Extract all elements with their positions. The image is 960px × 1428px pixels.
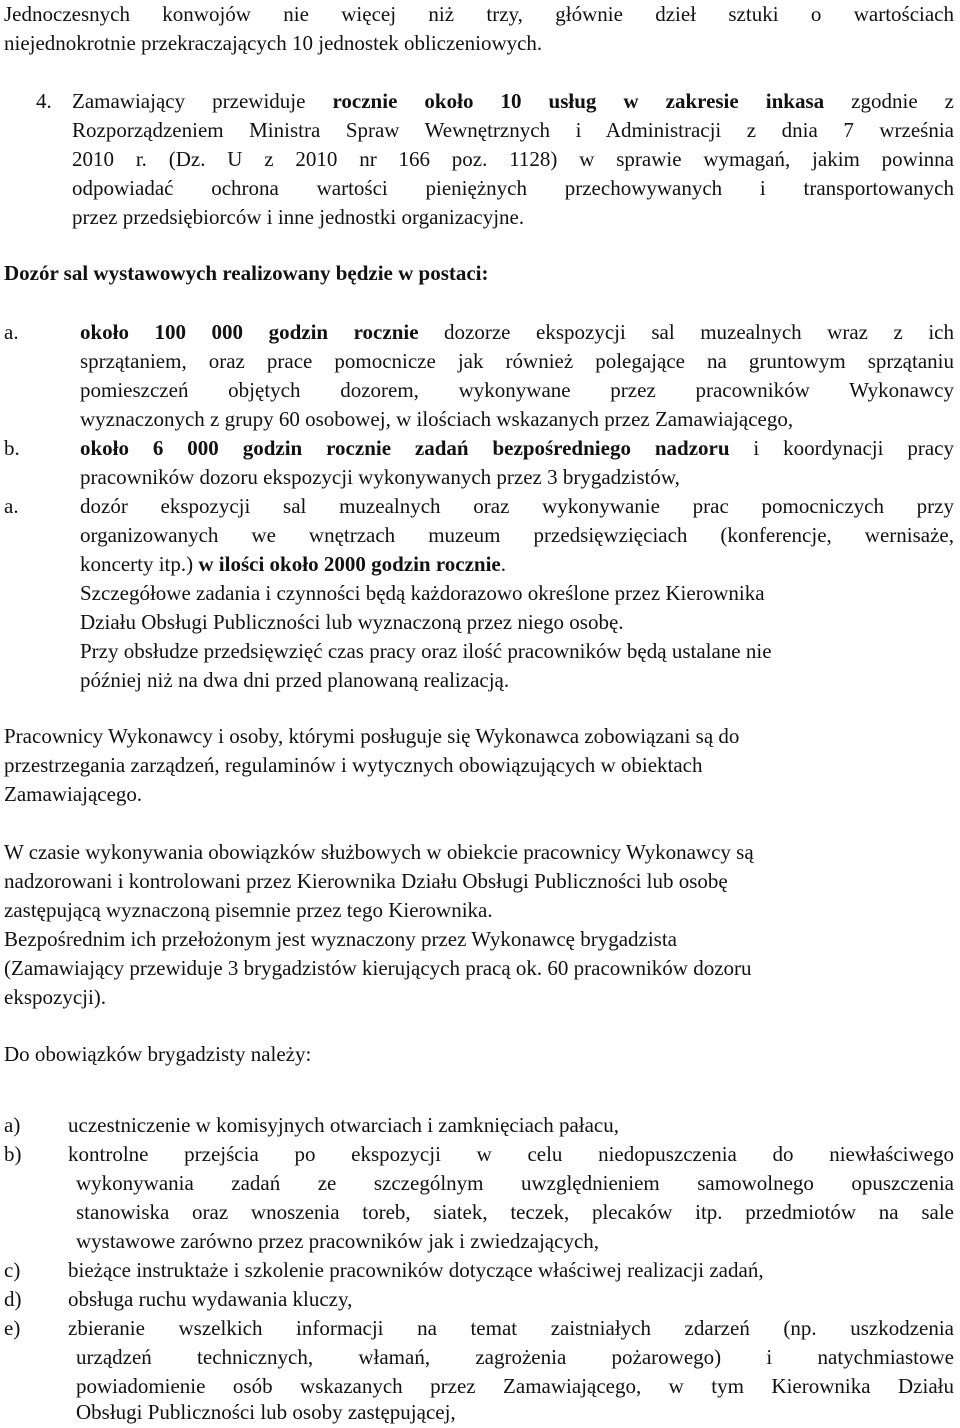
item-4-line-1-post: zgodnie z	[824, 89, 954, 113]
para-1-line-3: Zamawiającego.	[4, 782, 143, 806]
duty-e-line-4: Obsługi Publiczności lub osoby zastępującej,	[76, 1400, 456, 1424]
list-a-marker: a.	[4, 320, 19, 344]
para-2-line-6: ekspozycji).	[4, 985, 107, 1009]
duty-b-line-1: kontrolne przejścia po ekspozycji w celu niedopuszczenia do niewłaściwego	[68, 1142, 954, 1166]
item-4-bold-phrase: rocznie około 10 usług w zakresie inkasa	[332, 89, 825, 113]
item-4-line-2: Rozporządzeniem Ministra Spraw Wewnętrznych i Administracji z dnia 7 września	[72, 118, 954, 142]
intro-line-1: Jednoczesnych konwojów nie więcej niż trzy, głównie dzieł sztuki o wartościach	[4, 2, 954, 26]
list-c-line-2: organizowanych we wnętrzach muzeum przedsięwzięciach (konferencje, wernisaże,	[80, 523, 954, 547]
list-a-line-2: sprzątaniem, oraz prace pomocnicze jak również polegające na gruntowym sprzątaniu	[80, 349, 954, 373]
intro-line-2: niejednokrotnie przekraczających 10 jednostek obliczeniowych.	[4, 31, 543, 55]
list-a-line-1-post: dozorze ekspozycji sal muzealnych wraz z ich	[418, 320, 954, 344]
duty-e-line-1: zbieranie wszelkich informacji na temat zaistniałych zdarzeń (np. uszkodzenia	[68, 1316, 954, 1340]
duty-b-marker: b)	[4, 1142, 22, 1166]
para-2-line-4: Bezpośrednim ich przełożonym jest wyznaczony przez Wykonawcę brygadzista	[4, 927, 678, 951]
duty-c-line-1: bieżące instruktaże i szkolenie pracowników dotyczące właściwej realizacji zadań,	[68, 1258, 764, 1282]
duty-e-line-2: urządzeń technicznych, włamań, zagrożenia pożarowego) i natychmiastowe	[76, 1345, 954, 1369]
list-b-line-1	[80, 434, 954, 463]
para-2-line-3: zastępującą wyznaczoną pisemnie przez tego Kierownika.	[4, 898, 493, 922]
list-a-line-1	[80, 318, 954, 347]
duty-e-marker: e)	[4, 1316, 21, 1340]
list-c-line-4: Szczegółowe zadania i czynności będą każdorazowo określone przez Kierownika	[80, 581, 765, 605]
list-c-marker: a.	[4, 494, 19, 518]
list-b-marker: b.	[4, 436, 20, 460]
list-c-line-3-pre: koncerty itp.)	[80, 552, 199, 576]
duty-c-marker: c)	[4, 1258, 21, 1282]
duty-e-line-3: powiadomienie osób wskazanych przez Zamawiającego, w tym Kierownika Działu	[76, 1374, 954, 1398]
list-c-line-6: Przy obsłudze przedsięwzięć czas pracy oraz ilość pracowników będą ustalane nie	[80, 639, 772, 663]
para-1-line-2: przestrzegania zarządzeń, regulaminów i wytycznych obowiązujących w obiektach	[4, 753, 703, 777]
list-a-line-4: wyznaczonych z grupy 60 osobowej, w ilościach wskazanych przez Zamawiającego,	[80, 407, 794, 431]
duty-a-line-1: uczestniczenie w komisyjnych otwarciach i zamknięciach pałacu,	[68, 1113, 620, 1137]
para-2-line-5: (Zamawiający przewiduje 3 brygadzistów kierujących pracą ok. 60 pracowników dozoru	[4, 956, 752, 980]
list-b-line-1-post: i koordynacji pracy	[729, 436, 954, 460]
list-b-line-2: pracowników dozoru ekspozycji wykonywanych przez 3 brygadzistów,	[80, 465, 680, 489]
list-c-line-7: później niż na dwa dni przed planowaną realizacją.	[80, 668, 510, 692]
list-c-line-5: Działu Obsługi Publiczności lub wyznaczoną przez niego osobę.	[80, 610, 624, 634]
para-2-line-1: W czasie wykonywania obowiązków służbowych w obiekcie pracownicy Wykonawcy są	[4, 840, 754, 864]
list-a-line-3: pomieszczeń objętych dozorem, wykonywane przez pracowników Wykonawcy	[80, 378, 954, 402]
duty-d-line-1: obsługa ruchu wydawania kluczy,	[68, 1287, 353, 1311]
duty-b-line-3: stanowiska oraz wnoszenia toreb, siatek, teczek, plecaków itp. przedmiotów na sale	[76, 1200, 954, 1224]
item-4-line-3: 2010 r. (Dz. U z 2010 nr 166 poz. 1128) w sprawie wymagań, jakim powinna	[72, 147, 954, 171]
item-4-number: 4.	[36, 89, 52, 113]
duty-d-marker: d)	[4, 1287, 22, 1311]
list-b-bold-phrase: około 6 000 godzin rocznie zadań bezpośredniego nadzoru	[80, 436, 730, 460]
list-c-line-3-post: .	[500, 552, 506, 576]
duties-heading: Do obowiązków brygadzisty należy:	[4, 1042, 312, 1066]
para-1-line-1: Pracownicy Wykonawcy i osoby, którymi posługuje się Wykonawca zobowiązani są do	[4, 724, 740, 748]
section-heading: Dozór sal wystawowych realizowany będzie w postaci:	[4, 261, 489, 285]
para-2-line-2: nadzorowani i kontrolowani przez Kierownika Działu Obsługi Publiczności lub osobę	[4, 869, 728, 893]
list-c-bold-phrase: w ilości około 2000 godzin rocznie	[198, 552, 501, 576]
duty-b-line-4: wystawowe zarówno przez pracowników jak i zwiedzających,	[76, 1229, 600, 1253]
list-a-bold-phrase: około 100 000 godzin rocznie	[80, 320, 419, 344]
list-c-line-1: dozór ekspozycji sal muzealnych oraz wykonywanie prac pomocniczych przy	[80, 494, 954, 518]
list-c-line-3	[80, 550, 954, 579]
duty-a-marker: a)	[4, 1113, 21, 1137]
item-4-line-5: przez przedsiębiorców i inne jednostki organizacyjne.	[72, 205, 525, 229]
item-4-line-1	[72, 87, 954, 116]
duty-b-line-2: wykonywania zadań ze szczególnym uwzględnieniem samowolnego opuszczenia	[76, 1171, 954, 1195]
item-4-line-4: odpowiadać ochrona wartości pieniężnych przechowywanych i transportowanych	[72, 176, 954, 200]
item-4-line-1-pre: Zamawiający przewiduje	[72, 89, 333, 113]
